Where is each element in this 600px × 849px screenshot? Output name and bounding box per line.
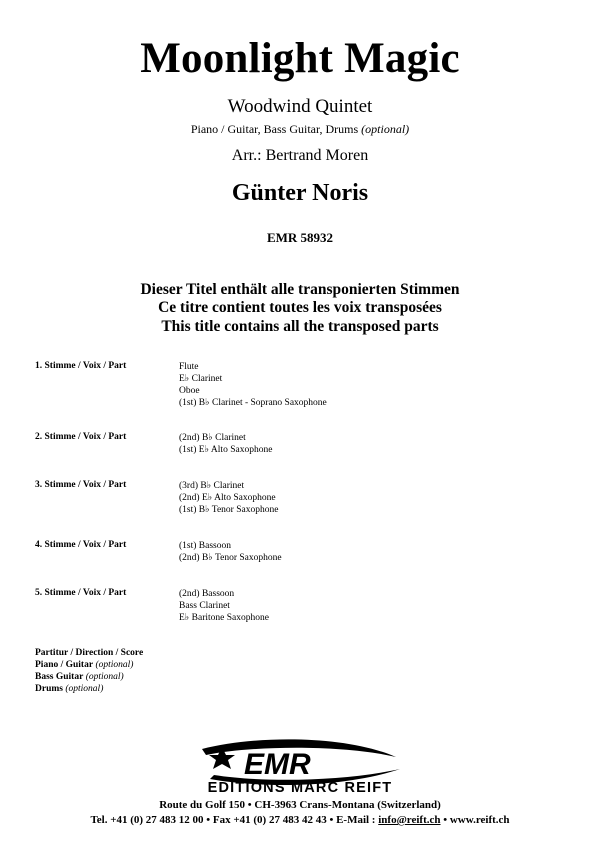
instrument-item: (2nd) E♭ Alto Saxophone [179, 493, 276, 503]
part-label: 1. Stimme / Voix / Part [35, 361, 127, 371]
subtitle: Woodwind Quintet [227, 96, 373, 117]
instrument-item: E♭ Baritone Saxophone [179, 613, 269, 623]
instrument-item: (2nd) Bassoon [179, 589, 235, 599]
part-instruments [179, 432, 272, 456]
part-instruments [179, 480, 278, 516]
extra-part-note: (optional) [95, 660, 134, 670]
part-instruments [179, 588, 269, 624]
part-label: 2. Stimme / Voix / Part [35, 432, 127, 442]
instrumentation-text: Piano / Guitar, Bass Guitar, Drums [190, 122, 359, 136]
instrument-item: (2nd) B♭ Clarinet [179, 433, 246, 443]
catalog-number: EMR 58932 [266, 230, 334, 245]
publisher-address: Route du Golf 150 • CH-3963 Crans-Montana (Switzerland) [159, 799, 441, 811]
email-link[interactable]: info@reift.ch [378, 814, 441, 826]
publisher-contact [0, 814, 600, 826]
part-label: 3. Stimme / Voix / Part [35, 480, 127, 490]
instrument-item: E♭ Clarinet [179, 374, 223, 384]
publisher-name: EDITIONS MARC REIFT [207, 780, 393, 796]
extra-part [35, 659, 143, 671]
extra-part-note: (optional) [85, 672, 124, 682]
page-title: Moonlight Magic [140, 35, 460, 82]
notice-french: Ce titre contient toutes les voix transposées [158, 299, 442, 316]
instrument-item: (1st) B♭ Tenor Saxophone [179, 505, 279, 515]
additional-parts [35, 647, 143, 695]
logo-text: EMR [244, 748, 311, 781]
part-instruments [179, 361, 327, 409]
extra-part [35, 671, 143, 683]
part-label: 4. Stimme / Voix / Part [35, 540, 127, 550]
instrument-item: (1st) E♭ Alto Saxophone [179, 445, 273, 455]
contact-website: • www.reift.ch [440, 814, 510, 826]
instrument-item: (1st) Bassoon [179, 541, 231, 551]
part-instruments [179, 540, 282, 564]
instrument-item: Oboe [179, 386, 200, 396]
instrument-item: (3rd) B♭ Clarinet [179, 481, 245, 491]
part-label: 5. Stimme / Voix / Part [35, 588, 127, 598]
arranger: Arr.: Bertrand Moren [231, 147, 369, 164]
extra-part [35, 683, 143, 695]
instrument-item: (2nd) B♭ Tenor Saxophone [179, 553, 282, 563]
extra-part-name: Bass Guitar [35, 672, 84, 682]
instrumentation-optional: (optional) [361, 122, 410, 136]
extra-part [35, 647, 143, 659]
instrument-item: Bass Clarinet [179, 601, 230, 611]
notice-german: Dieser Titel enthält alle transponierten Stimmen [140, 281, 460, 298]
extra-part-name: Partitur / Direction / Score [35, 648, 144, 658]
instrumentation [0, 122, 600, 137]
extra-part-note: (optional) [65, 684, 104, 694]
extra-part-name: Drums [35, 684, 63, 694]
composer: Günter Noris [231, 180, 369, 206]
notice-english: This title contains all the transposed parts [161, 318, 439, 335]
instrument-item: Flute [179, 362, 199, 372]
instrument-item: (1st) B♭ Clarinet - Soprano Saxophone [179, 398, 327, 408]
contact-phone-fax: Tel. +41 (0) 27 483 12 00 • Fax +41 (0) 27 483 42 43 • E-Mail : [90, 814, 379, 826]
extra-part-name: Piano / Guitar [35, 660, 94, 670]
